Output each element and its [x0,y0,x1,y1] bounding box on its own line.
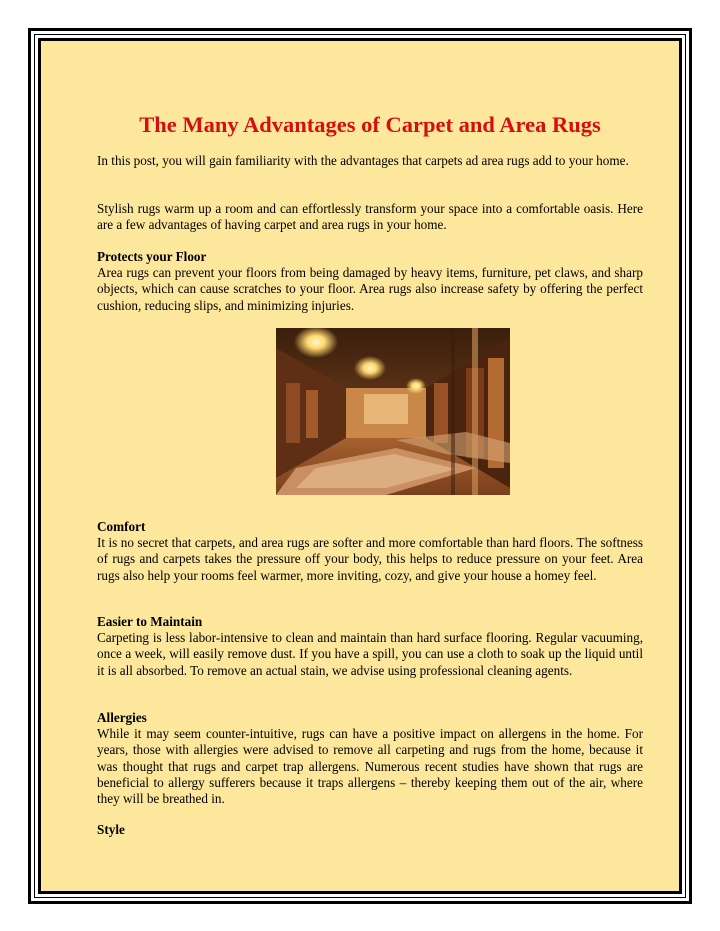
section-body: While it may seem counter-intuitive, rugs can have a positive impact on allergens in the home. For years, those with allergies were advised to remove all carpeting and rugs from the home, because it was thought that rugs and carpet trap allergens. Numerous recent studies have shown that rugs are beneficial to allergy sufferers because it traps allergens – thereby keeping them out of the air, where they will be breathed in. [97,726,643,807]
section-easier-to-maintain [97,614,643,679]
page-border-middle [34,34,686,898]
showroom-photo [276,328,510,495]
section-body: Area rugs can prevent your floors from being damaged by heavy items, furniture, pet claws, and sharp objects, which can cause scratches to your floor. Area rugs also increase safety by offering the perfect cushion, reducing slips, and minimizing injuries. [97,265,643,313]
section-heading: Easier to Maintain [97,614,203,629]
section-allergies [97,710,643,807]
page-border-inner [38,38,682,894]
intro-paragraph-2: Stylish rugs warm up a room and can effortlessly transform your space into a comfortable oasis. Here are a few advantages of having carpet and area rugs in your home. [97,201,643,233]
section-comfort [97,519,643,584]
section-body: Carpeting is less labor-intensive to clean and maintain than hard surface flooring. Regular vacuuming, once a week, will easily remove dust. If you have a spill, you can use a cloth to soak up the liquid until it is all absorbed. To remove an actual stain, we advise using professional cleaning agents. [97,630,643,678]
section-heading: Style [97,822,125,837]
document-title: The Many Advantages of Carpet and Area Rugs [139,112,601,137]
page-border-outer [28,28,692,904]
section-heading: Allergies [97,710,147,725]
section-body: It is no secret that carpets, and area rugs are softer and more comfortable than hard floors. The softness of rugs and carpets takes the pressure off your body, this helps to reduce pressure on your feet. Area rugs also help your rooms feel warmer, more inviting, cozy, and give your house a homey feel. [97,535,643,583]
section-style [97,822,643,838]
intro-paragraph-1: In this post, you will gain familiarity with the advantages that carpets ad area rugs add to your home. [97,153,629,168]
section-heading: Comfort [97,519,146,534]
section-protects-floor [97,249,643,314]
section-heading: Protects your Floor [97,249,207,264]
